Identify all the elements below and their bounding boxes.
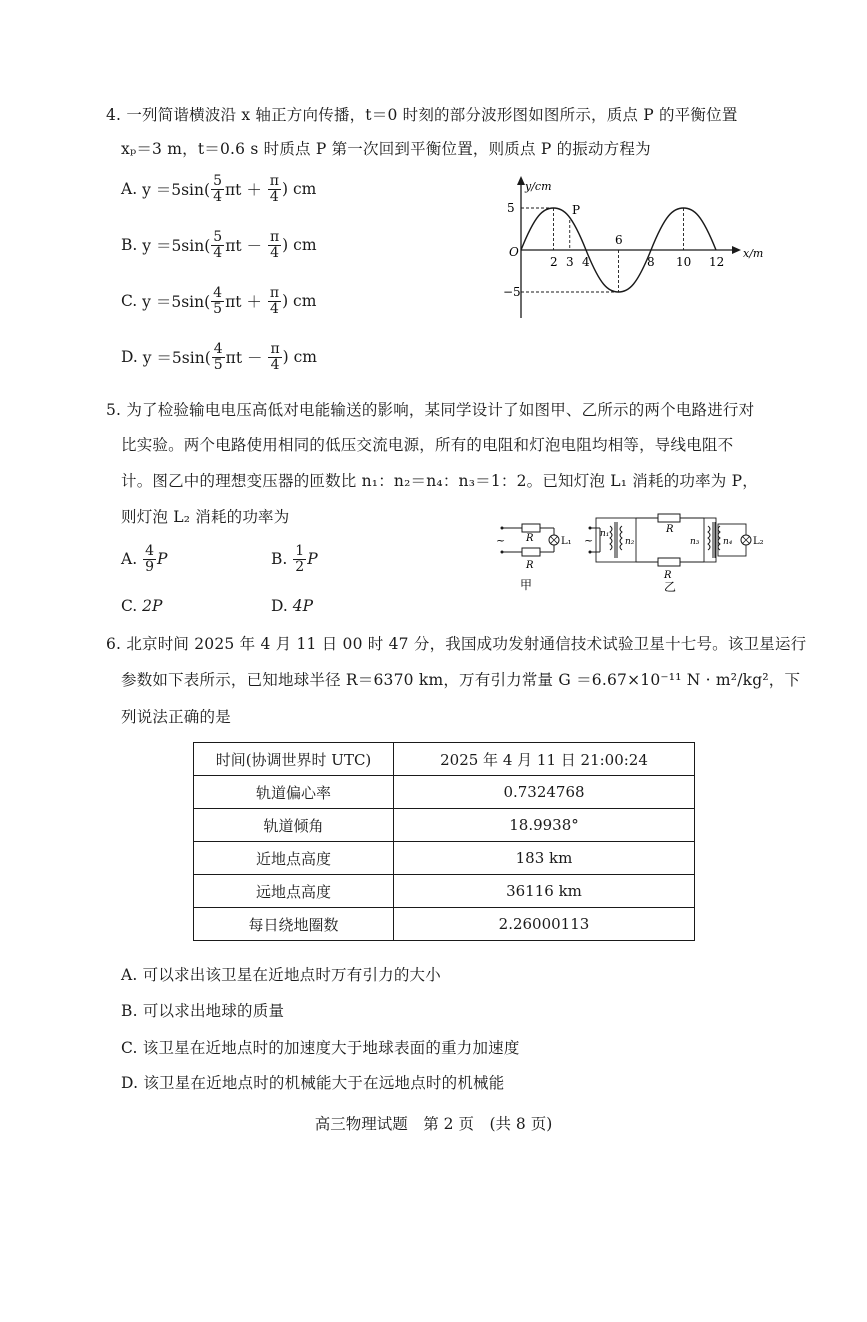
q5-stem-line2: 比实验。两个电路使用相同的低压交流电源，所有的电阻和灯泡电阻均相等，导线电阻不 [121, 436, 734, 454]
circuit-diagrams [492, 512, 772, 594]
table-row [194, 743, 695, 776]
option-formula-mid: πt － [225, 237, 263, 256]
q4-option-a[interactable] [121, 174, 316, 204]
table-cell: 18.9938° [394, 809, 695, 842]
table-cell: 2025 年 4 月 11 日 21:00:24 [394, 743, 695, 776]
option-formula-suffix: ) cm [282, 292, 317, 311]
option-label: D. [121, 348, 138, 367]
table-cell: 时间(协调世界时 UTC) [194, 743, 394, 776]
coil-n1 [610, 526, 612, 550]
n4-label: n₄ [723, 537, 733, 547]
table-cell: 2.26000113 [394, 908, 695, 941]
q5-option-b[interactable] [271, 544, 318, 574]
table-cell: 近地点高度 [194, 842, 394, 875]
option-formula-prefix: y ＝5sin( [142, 349, 211, 368]
table-cell: 每日绕地圈数 [194, 908, 394, 941]
option-label: D. [271, 597, 288, 615]
option-text: P [156, 550, 168, 569]
table-row [194, 908, 695, 941]
q5-stem-line4: 则灯泡 L₂ 消耗的功率为 [121, 508, 290, 526]
option-text: 2P [142, 597, 163, 615]
resistor-symbol [522, 548, 540, 556]
x-axis-label: x/m [743, 247, 764, 260]
table-cell: 轨道偏心率 [194, 776, 394, 809]
fraction: $\frac{5}{4}$ [213, 229, 223, 261]
q4-option-d[interactable] [121, 342, 317, 372]
option-formula-prefix: y ＝5sin( [142, 237, 211, 256]
ac-source-symbol: ~ [496, 534, 506, 547]
option-formula-suffix: ) cm [281, 180, 317, 199]
table-cell: 0.7324768 [394, 776, 695, 809]
x-tick-label: 8 [647, 255, 655, 269]
wave-graph [495, 172, 775, 320]
origin-label: O [509, 245, 519, 259]
option-formula-mid: πt ＋ [225, 293, 262, 312]
option-formula-prefix: y ＝5sin( [142, 293, 211, 312]
q4-stem-line1: 4. 一列简谐横波沿 x 轴正方向传播，t＝0 时刻的部分波形图如图所示，质点 P 的平衡位置 [106, 106, 738, 124]
circuit-yi [584, 514, 764, 594]
table-row [194, 842, 695, 875]
fraction: $\frac{\pi}{4}$ [269, 285, 280, 317]
resistor-label: R [664, 570, 672, 581]
figure-jia-label: 甲 [520, 578, 533, 592]
x-tick-label: 6 [615, 233, 623, 247]
fraction: $\frac{1}{2}$ [295, 543, 305, 575]
option-label: B. [271, 550, 288, 569]
x-tick-label: 12 [709, 255, 725, 269]
option-text: P [307, 550, 318, 569]
q6-stem-line1: 6. 北京时间 2025 年 4 月 11 日 00 时 47 分，我国成功发射通信技术试验卫星十七号。该卫星运行 [106, 635, 807, 653]
q4-option-b[interactable] [121, 230, 317, 260]
q4-stem-line2: xₚ＝3 m，t＝0.6 s 时质点 P 第一次回到平衡位置，则质点 P 的振动方程为 [121, 140, 651, 158]
lamp-l2-label: L₂ [753, 536, 764, 547]
q5-stem-line1: 5. 为了检验输电电压高低对电能输送的影响，某同学设计了如图甲、乙所示的两个电路进行对 [106, 401, 755, 419]
table-row [194, 875, 695, 908]
q6-option-d[interactable]: D. 该卫星在近地点时的机械能大于在远地点时的机械能 [121, 1074, 505, 1092]
option-label: C. [121, 292, 138, 311]
table-row [194, 776, 695, 809]
q6-option-b[interactable]: B. 可以求出地球的质量 [121, 1002, 285, 1020]
resistor-label: R [666, 524, 674, 535]
option-label: A. [121, 550, 138, 569]
fraction: $\frac{\pi}{4}$ [269, 229, 280, 261]
option-label: C. [121, 597, 138, 615]
option-formula-mid: πt － [225, 349, 263, 368]
resistor-symbol [522, 524, 540, 532]
option-formula-mid: πt ＋ [224, 181, 262, 200]
table-cell: 轨道倾角 [194, 809, 394, 842]
x-tick-label: 4 [582, 255, 590, 269]
option-formula-suffix: ) cm [282, 348, 318, 367]
x-axis-arrow [732, 246, 741, 254]
x-tick-label: 2 [550, 255, 558, 269]
table-cell: 远地点高度 [194, 875, 394, 908]
fraction: $\frac{5}{4}$ [213, 173, 222, 205]
n1-label: n₁ [600, 529, 610, 539]
fraction: $\frac{4}{9}$ [145, 543, 154, 575]
option-formula-suffix: ) cm [282, 236, 317, 255]
q5-option-c[interactable] [121, 597, 162, 615]
resistor-label: R [526, 560, 534, 571]
table-cell: 36116 km [394, 875, 695, 908]
y-axis-label: y/cm [525, 180, 552, 193]
q6-option-a[interactable]: A. 可以求出该卫星在近地点时万有引力的大小 [121, 966, 441, 984]
ac-source-symbol: ~ [584, 534, 594, 547]
q4-option-c[interactable] [121, 286, 316, 316]
fraction: $\frac{\pi}{4}$ [269, 173, 279, 205]
y-tick-label: −5 [503, 285, 521, 299]
resistor-symbol [658, 558, 680, 566]
point-p-label: P [572, 203, 581, 217]
q5-stem-line3: 计。图乙中的理想变压器的匝数比 n₁：n₂＝n₄：n₃＝1：2。已知灯泡 L₁ 消耗的功率为 P， [121, 472, 758, 490]
figure-yi-label: 乙 [664, 580, 677, 594]
coil-n3 [708, 526, 710, 550]
q5-option-d[interactable] [271, 597, 313, 615]
q6-stem-line2: 参数如下表所示，已知地球半径 R＝6370 km，万有引力常量 G ＝6.67×10⁻¹¹ N · m²/kg²，下 [121, 671, 801, 689]
circuit-jia [496, 524, 572, 592]
n2-label: n₂ [625, 537, 635, 547]
fraction: $\frac{4}{5}$ [213, 285, 223, 317]
q6-option-c[interactable]: C. 该卫星在近地点时的加速度大于地球表面的重力加速度 [121, 1039, 520, 1057]
table-cell: 183 km [394, 842, 695, 875]
resistor-label: R [526, 533, 534, 544]
lamp-l1-label: L₁ [561, 536, 572, 547]
option-text: 4P [292, 597, 314, 615]
q5-option-a[interactable] [121, 544, 167, 574]
option-label: B. [121, 236, 138, 255]
fraction: $\frac{\pi}{4}$ [270, 341, 280, 373]
x-tick-label: 10 [676, 255, 692, 269]
coil-n2 [620, 526, 622, 550]
resistor-symbol [658, 514, 680, 522]
y-tick-label: 5 [507, 201, 515, 215]
x-tick-label: 3 [566, 255, 574, 269]
orbit-parameter-table [193, 742, 695, 941]
table-row [194, 809, 695, 842]
option-formula-prefix: y ＝5sin( [142, 181, 211, 200]
page-footer: 高三物理试题 第 2 页 (共 8 页) [314, 1115, 553, 1133]
y-axis-arrow [517, 176, 525, 185]
option-label: A. [121, 180, 138, 199]
n3-label: n₃ [690, 537, 700, 547]
fraction: $\frac{4}{5}$ [213, 341, 223, 373]
q6-stem-line3: 列说法正确的是 [121, 708, 231, 726]
